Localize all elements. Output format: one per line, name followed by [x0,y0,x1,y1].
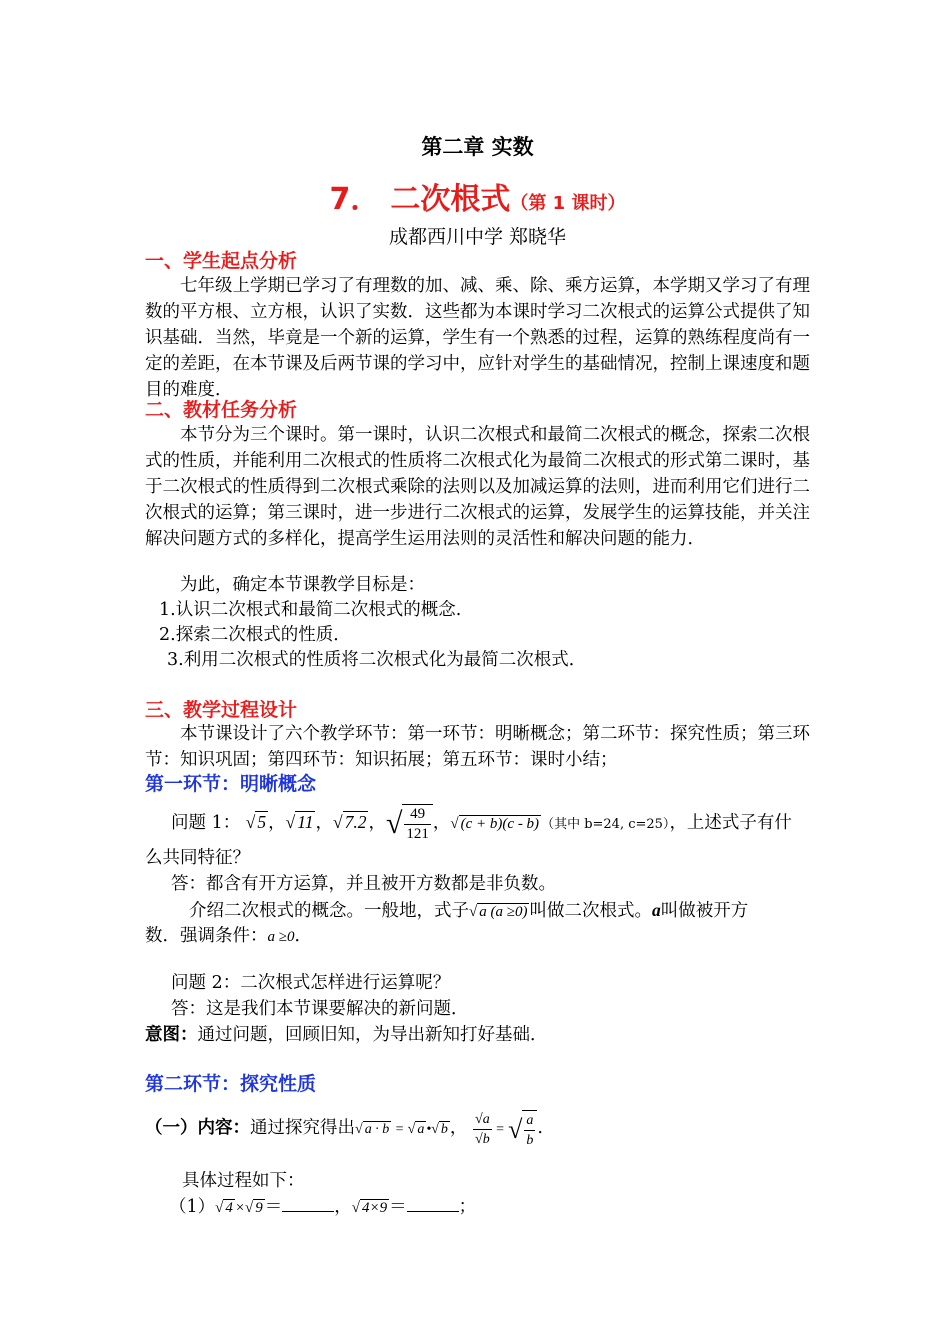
definition-line [189,897,748,925]
radicand: a (a ≥0) [479,904,528,920]
answer-blank[interactable] [282,1195,334,1212]
section-heading-2: 二、教材任务分析 [145,399,298,421]
question-1-label: 问题 1： [171,813,241,833]
product-formula: √ a · b = √ a •√ b [355,1122,448,1137]
goal-item: 2.探索二次根式的性质． [159,625,351,645]
goal-item: 3.利用二次根式的性质将二次根式化为最简二次根式． [167,650,587,670]
chapter-title: 第二章 实数 [421,135,534,159]
radical-expression: √ 5 [245,812,267,832]
numerator: a [524,1111,535,1131]
variable-a: a [651,900,661,920]
section-2-paragraph: 本节分为三个课时。第一课时，认识二次根式和最简二次根式的概念，探索二次根式的性质，并能利用二次根式的性质将二次根式化为最简二次根式的形式第二课时，基于二次根式的性质得到二次根式乘除的法则以及加减运算的法则，进而利用它们进行二次根式的运算；第三课时，进一步进行二次根式的运算，发展学生的运算技能，并关注解决问题方式的多样化，提高学生运用法则的灵活性和解决问题的能力． [145,425,810,549]
step-2-heading: 第二环节：探究性质 [145,1073,317,1095]
radicand: 9 [255,1200,263,1216]
definition-text: 数．强调条件： [145,926,268,946]
answer-2: 答：这是我们本节课要解决的新问题． [171,999,469,1019]
content-label: （一）内容： [145,1118,250,1138]
radical-expression: √ (c + b)(c - b) [450,816,540,832]
radical-expression: √ a (a ≥0) [469,904,528,920]
radicand: 4×9 [361,1200,388,1216]
denominator: b [526,1132,534,1148]
radicand: 7.2 [344,812,367,832]
question-2: 问题 2：二次根式怎样进行运算呢？ [171,973,451,993]
denominator: 121 [406,825,429,842]
intent-line [145,1022,548,1048]
goals-intro: 为此，确定本节课教学目标是： [180,575,425,595]
lesson-session: （第 1 课时） [510,193,626,214]
radicand: 5 [257,812,267,832]
question-1-note: （其中 b=24, c=25） [541,817,670,832]
exercise-label: （1） [169,1197,216,1217]
denominator: b [482,1132,490,1148]
author: 成都西川中学 郑晓华 [388,226,567,248]
answer-blank[interactable] [407,1195,459,1212]
content-text: 通过探究得出 [250,1118,355,1138]
intent-text: 通过问题，回顾旧知，为导出新知打好基础． [197,1025,548,1045]
condition-expression: a ≥0 [267,929,295,945]
lesson-title [145,180,810,224]
radicand: a [417,1122,425,1137]
definition-continuation: 数．强调条件：a ≥0． [145,926,312,946]
question-1: 问题 1： √ 5 ，√ 11 ，√ 7.2 ，√ $\frac{49}{121}$ ，√ (c + b)(c - b) （其中 b=24, c=25），上述式子有什 [171,800,792,844]
definition-text: 叫做被开方 [660,901,749,921]
content-line: （一）内容：通过探究得出√ a · b = √ a •√ b ， $\frac{√a}{√b}$ = √ $\frac{a}{b}$ . [145,1104,543,1152]
definition-text: 介绍二次根式的概念。一般地，式子 [189,901,469,921]
radicand: 4 [225,1200,233,1216]
lesson-number: 7． [329,182,381,217]
section-heading-3: 三、教学过程设计 [145,699,298,721]
question-1-tail: ，上述式子有什 [669,813,792,833]
section-3-paragraph: 本节课设计了六个教学环节：第一环节：明晰概念；第二环节：探究性质；第三环节：知识巩固；第四环节：知识拓展；第五环节：课时小结； [145,724,810,770]
answer-1: 答：都含有开方运算，并且被开方数都是非负数。 [171,874,556,894]
section-1-paragraph: 七年级上学期已学习了有理数的加、减、乘、除、乘方运算，本学期又学习了有理数的平方根、立方根，认识了实数．这些都为本课时学习二次根式的运算公式提供了知识基础．当然，毕竟是一个新的运算，学生有一个熟悉的过程，运算的熟练程度尚有一定的差距，在本节课及后两节课的学习中，应针对学生的基础情况，控制上课速度和题目的难度． [145,276,810,400]
intent-label: 意图： [145,1025,198,1045]
lesson-name: 二次根式 [390,182,511,217]
question-1-continuation: 么共同特征？ [145,848,250,868]
process-intro: 具体过程如下： [182,1171,305,1191]
quotient-formula: $\frac{√a}{√b}$ = √ $\frac{a}{b}$ [473,1122,537,1137]
goal-item: 1.认识二次根式和最简二次根式的概念. [159,600,462,620]
radical-expression: √ 7.2 [332,812,367,832]
radicand: (c + b)(c - b) [460,816,540,832]
radicand: a · b [364,1122,390,1137]
radical-expression: √ 11 [285,812,314,832]
step-1-heading: 第一环节：明晰概念 [145,773,317,795]
section-heading-1: 一、学生起点分析 [145,250,298,272]
radicand: b [440,1122,448,1137]
radical-fraction: √ $\frac{49}{121}$ [386,800,433,846]
numerator: a [482,1112,490,1128]
exercise-1: （1）√ 4 ×√ 9 ＝ ，√ 4×9 ＝ ； [169,1197,477,1217]
radicand: 11 [297,812,314,832]
numerator: 49 [404,805,431,825]
definition-text: 叫做二次根式。 [529,901,652,921]
